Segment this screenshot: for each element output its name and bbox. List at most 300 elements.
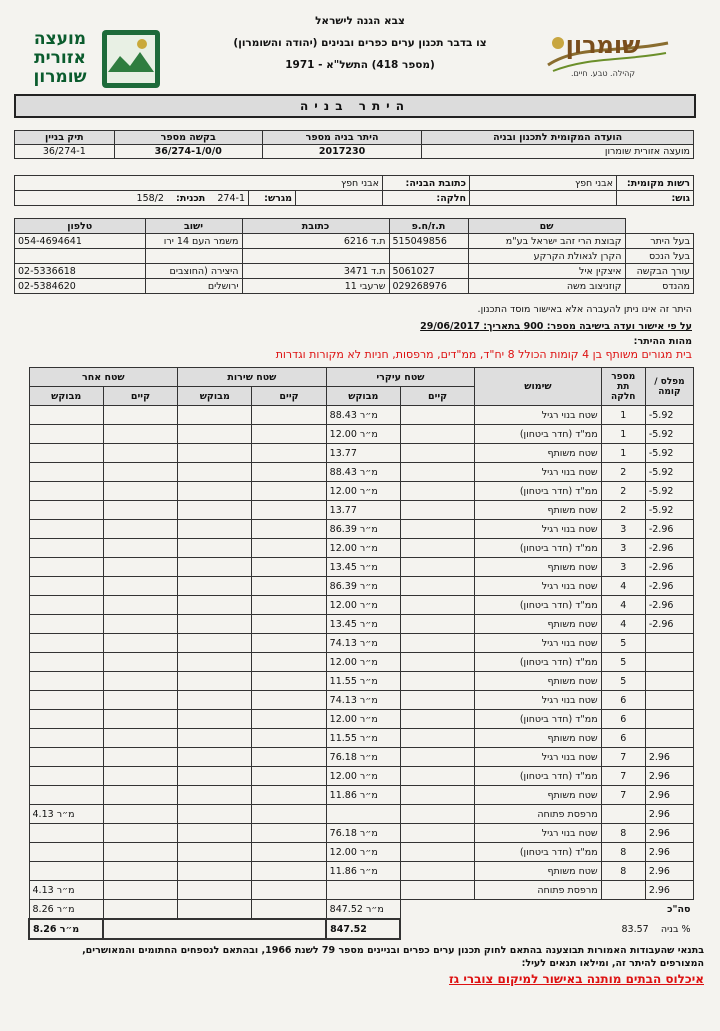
floor-cell: 2.96	[645, 805, 693, 824]
main-requested-cell: 12.00 מ״ר	[326, 653, 400, 672]
main-requested-cell: 12.00 מ״ר	[326, 596, 400, 615]
party-address: ת.ד 3471	[242, 264, 389, 279]
floor-cell: 2.96	[645, 843, 693, 862]
city-header: ישוב	[145, 219, 242, 234]
unit-cell: 3	[601, 520, 645, 539]
shomron-logo	[528, 25, 678, 85]
grand-total-row	[29, 919, 694, 939]
gas-condition: איכלוס הבתים מותנה באישור למיקום צוברי גז	[448, 972, 704, 986]
usage-cell: ממ"ד (חדר ביטחון)	[475, 425, 601, 444]
party-name: קוזניצוב משה	[468, 279, 625, 294]
other-requested-cell	[29, 653, 103, 672]
essence-text: בית מגורים משותף בן 4 קומות הכולל 8 יח"ד, ממ"דים, מרפסות, חניות לא מקורות וגדרות	[275, 348, 692, 361]
parcel-value	[296, 191, 383, 206]
areas-table	[28, 367, 694, 940]
other-requested-cell	[29, 425, 103, 444]
area-row	[29, 824, 694, 843]
service-requested-cell	[178, 767, 252, 786]
service-existing-cell	[252, 482, 326, 501]
service-existing-cell	[252, 748, 326, 767]
floor-cell: -2.96	[645, 558, 693, 577]
floor-cell: -5.92	[645, 444, 693, 463]
other-requested-cell	[29, 482, 103, 501]
party-address: שרעבי 11	[242, 279, 389, 294]
unit-cell: 7	[601, 767, 645, 786]
service-area-header: שטח שירות	[178, 368, 327, 387]
party-name: קבוצת הרי זהב ישראל בע"מ	[468, 234, 625, 249]
service-requested-cell	[178, 558, 252, 577]
main-requested-cell: 12.00 מ״ר	[326, 425, 400, 444]
service-existing-cell	[252, 729, 326, 748]
service-existing-cell	[252, 881, 326, 900]
other-existing-cell	[103, 786, 177, 805]
floor-cell	[645, 653, 693, 672]
block-label: גוש:	[617, 191, 694, 206]
service-requested-cell	[178, 786, 252, 805]
main-existing-cell	[400, 482, 474, 501]
service-requested-cell	[178, 805, 252, 824]
service-existing-cell	[252, 786, 326, 805]
main-requested-cell: 12.00 מ״ר	[326, 539, 400, 558]
area-row	[29, 881, 694, 900]
floor-cell: 2.96	[645, 824, 693, 843]
floor-cell: -2.96	[645, 596, 693, 615]
other-requested-cell	[29, 501, 103, 520]
other-existing-cell	[103, 558, 177, 577]
service-requested-cell	[178, 710, 252, 729]
floor-cell	[645, 691, 693, 710]
header	[170, 10, 550, 76]
main-existing-cell	[400, 672, 474, 691]
other-requested-cell	[29, 767, 103, 786]
party-phone	[15, 249, 146, 264]
usage-cell: שטח משותף	[475, 729, 601, 748]
area-row	[29, 786, 694, 805]
other-existing-cell	[103, 710, 177, 729]
other-requested-cell	[29, 710, 103, 729]
service-requested-cell	[178, 463, 252, 482]
party-role: עורך הבקשה	[625, 264, 694, 279]
unit-header: מספר תת חלקה	[601, 368, 645, 406]
party-address	[242, 249, 389, 264]
service-requested-cell	[178, 444, 252, 463]
other-requested-cell	[29, 463, 103, 482]
other-requested-cell	[29, 691, 103, 710]
main-requested-cell: 11.55 מ״ר	[326, 672, 400, 691]
essence-label: מהות ההיתר:	[633, 336, 692, 347]
area-row	[29, 482, 694, 501]
conditions-line-2: המצורפים להיתר זה, ומילאו תנאים לעיל:	[521, 958, 704, 969]
usage-cell: מרפסת פתוחה	[475, 881, 601, 900]
service-existing-cell	[252, 672, 326, 691]
main-requested-cell: 86.39 מ״ר	[326, 520, 400, 539]
main-requested-cell: 74.13 מ״ר	[326, 634, 400, 653]
other-existing-cell	[103, 463, 177, 482]
usage-header: שימוש	[475, 368, 601, 406]
service-existing-cell	[252, 710, 326, 729]
service-existing-cell	[252, 596, 326, 615]
location-table	[14, 175, 694, 206]
other-existing-cell	[103, 501, 177, 520]
unit-cell: 2	[601, 463, 645, 482]
main-existing-cell	[400, 615, 474, 634]
area-row	[29, 577, 694, 596]
unit-cell: 6	[601, 691, 645, 710]
shomron-logo-text: שומרון	[565, 31, 641, 59]
party-city: משמר העם 14 ירו	[145, 234, 242, 249]
other-requested-cell	[29, 558, 103, 577]
other-requested-cell: 4.13 מ״ר	[29, 805, 103, 824]
main-area-header: שטח עיקרי	[326, 368, 475, 387]
usage-cell: ממ"ד (חדר ביטחון)	[475, 767, 601, 786]
party-name: הקרן לגאולת הקרקע	[468, 249, 625, 264]
floor-cell: 2.96	[645, 767, 693, 786]
party-id: 5061027	[389, 264, 468, 279]
party-role: מהנדס	[625, 279, 694, 294]
building-file-value: 36/274-1	[15, 145, 115, 159]
main-requested-cell: 74.13 מ״ר	[326, 691, 400, 710]
other-requested-cell	[29, 672, 103, 691]
other-requested-cell	[29, 444, 103, 463]
area-row	[29, 463, 694, 482]
grand-other-area: 8.26 מ״ר	[29, 919, 103, 939]
council-emblem	[100, 28, 162, 90]
unit-cell: 5	[601, 634, 645, 653]
party-id	[389, 249, 468, 264]
party-role: בעל הנכס	[625, 249, 694, 264]
usage-cell: שטח בנוי רגיל	[475, 577, 601, 596]
usage-cell: שטח בנוי רגיל	[475, 748, 601, 767]
area-row	[29, 653, 694, 672]
floor-cell: 2.96	[645, 786, 693, 805]
permit-info-table	[14, 130, 694, 159]
main-existing-cell	[400, 691, 474, 710]
area-row	[29, 748, 694, 767]
plan-label: תכנית:	[176, 192, 206, 204]
unit-cell: 4	[601, 615, 645, 634]
party-row	[15, 249, 694, 264]
other-existing-cell	[103, 843, 177, 862]
other-existing-cell	[103, 805, 177, 824]
usage-cell: שטח משותף	[475, 501, 601, 520]
service-existing-cell	[252, 577, 326, 596]
usage-cell: שטח משותף	[475, 786, 601, 805]
party-name: איצקין איל	[468, 264, 625, 279]
usage-cell: שטח משותף	[475, 558, 601, 577]
service-existing-cell	[252, 520, 326, 539]
other-existing-cell	[103, 672, 177, 691]
service-requested-header: מבוקש	[178, 387, 252, 406]
other-requested-cell	[29, 615, 103, 634]
service-existing-cell	[252, 425, 326, 444]
header-line-3: (מספר 418) התשל"א - 1971	[285, 59, 435, 71]
main-requested-cell: 12.00 מ״ר	[326, 767, 400, 786]
main-requested-cell: 12.00 מ״ר	[326, 710, 400, 729]
service-requested-cell	[178, 615, 252, 634]
other-requested-cell	[29, 862, 103, 881]
service-requested-cell	[178, 843, 252, 862]
other-requested-cell	[29, 634, 103, 653]
usage-cell: ממ"ד (חדר ביטחון)	[475, 710, 601, 729]
shomron-logo-tagline: קהילה. טבע. חיים.	[570, 69, 636, 78]
main-existing-cell	[400, 577, 474, 596]
address-header: כתובת	[242, 219, 389, 234]
main-requested-cell	[326, 805, 400, 824]
area-row	[29, 634, 694, 653]
service-requested-cell	[178, 520, 252, 539]
service-existing-cell	[252, 444, 326, 463]
main-existing-cell	[400, 463, 474, 482]
usage-cell: שטח בנוי רגיל	[475, 463, 601, 482]
main-existing-header: קיים	[400, 387, 474, 406]
service-existing-cell	[252, 824, 326, 843]
main-requested-cell: 86.39 מ״ר	[326, 577, 400, 596]
role-header-spacer	[625, 219, 694, 234]
unit-cell: 4	[601, 596, 645, 615]
other-existing-cell	[103, 862, 177, 881]
service-existing-cell	[252, 653, 326, 672]
service-existing-cell	[252, 691, 326, 710]
unit-cell: 7	[601, 786, 645, 805]
main-existing-cell	[400, 634, 474, 653]
service-requested-cell	[178, 596, 252, 615]
other-requested-cell	[29, 577, 103, 596]
main-existing-cell	[400, 862, 474, 881]
other-existing-cell	[103, 881, 177, 900]
unit-cell	[601, 805, 645, 824]
unit-cell: 3	[601, 558, 645, 577]
committee-value: מועצה אזורית שומרון	[422, 145, 694, 159]
other-existing-cell	[103, 824, 177, 843]
service-requested-cell	[178, 824, 252, 843]
main-existing-cell	[400, 444, 474, 463]
main-requested-cell: 11.86 מ״ר	[326, 786, 400, 805]
floor-header: מפלס / קומה	[645, 368, 693, 406]
other-existing-cell	[103, 520, 177, 539]
other-requested-cell	[29, 406, 103, 425]
usage-cell: שטח בנוי רגיל	[475, 824, 601, 843]
main-requested-cell: 13.77	[326, 501, 400, 520]
parties-table	[14, 218, 694, 294]
usage-cell: ממ"ד (חדר ביטחון)	[475, 843, 601, 862]
main-existing-cell	[400, 520, 474, 539]
floor-cell: -5.92	[645, 501, 693, 520]
other-requested-cell	[29, 520, 103, 539]
service-requested-cell	[178, 881, 252, 900]
unit-cell: 8	[601, 824, 645, 843]
header-line-1: צבא הגנה לישראל	[315, 15, 405, 27]
usage-cell: שטח בנוי רגיל	[475, 691, 601, 710]
total-other-area: 8.26 מ״ר	[29, 900, 103, 920]
approval-note: על פי אישור ועדה בישיבה מספר: 900 בתאריך: 29/06/2017	[420, 321, 692, 332]
usage-cell: שטח משותף	[475, 862, 601, 881]
floor-cell: -5.92	[645, 482, 693, 501]
main-existing-cell	[400, 406, 474, 425]
percent-value: 83.57	[621, 923, 649, 935]
service-existing-cell	[252, 767, 326, 786]
other-requested-header: מבוקש	[29, 387, 103, 406]
party-phone: 02-5336618	[15, 264, 146, 279]
area-row	[29, 558, 694, 577]
usage-cell: שטח בנוי רגיל	[475, 634, 601, 653]
main-existing-cell	[400, 729, 474, 748]
floor-cell: -2.96	[645, 615, 693, 634]
floor-cell: 2.96	[645, 748, 693, 767]
floor-cell: -2.96	[645, 539, 693, 558]
service-existing-cell	[252, 558, 326, 577]
unit-cell: 2	[601, 501, 645, 520]
lot-number: 274-1	[217, 192, 245, 204]
other-existing-cell	[103, 577, 177, 596]
header-line-2: צו בדבר תכנון ערים כפרים ובנינים (יהודה והשומרון)	[233, 37, 487, 49]
usage-cell: שטח בנוי רגיל	[475, 406, 601, 425]
floor-cell: 2.96	[645, 862, 693, 881]
service-requested-cell	[178, 729, 252, 748]
usage-cell: שטח משותף	[475, 615, 601, 634]
unit-cell	[601, 881, 645, 900]
floor-cell: -2.96	[645, 520, 693, 539]
area-row	[29, 596, 694, 615]
party-city	[145, 249, 242, 264]
other-requested-cell	[29, 596, 103, 615]
other-existing-cell	[103, 634, 177, 653]
floor-cell: -2.96	[645, 577, 693, 596]
service-existing-cell	[252, 862, 326, 881]
area-row	[29, 843, 694, 862]
party-row	[15, 234, 694, 249]
party-id: 515049856	[389, 234, 468, 249]
main-existing-cell	[400, 539, 474, 558]
council-name: מועצה אזורית שומרון	[33, 29, 87, 87]
unit-cell: 4	[601, 577, 645, 596]
address-value: אבני חפץ	[15, 176, 383, 191]
unit-cell: 6	[601, 710, 645, 729]
main-requested-cell: 11.55 מ״ר	[326, 729, 400, 748]
main-existing-cell	[400, 843, 474, 862]
usage-cell: שטח משותף	[475, 672, 601, 691]
main-existing-cell	[400, 558, 474, 577]
unit-cell: 5	[601, 653, 645, 672]
area-row	[29, 805, 694, 824]
service-requested-cell	[178, 577, 252, 596]
other-requested-cell	[29, 843, 103, 862]
unit-cell: 6	[601, 729, 645, 748]
request-number-header: בקשה מספר	[114, 131, 262, 145]
area-row	[29, 520, 694, 539]
service-existing-cell	[252, 501, 326, 520]
area-row	[29, 539, 694, 558]
service-existing-cell	[252, 843, 326, 862]
request-number-value: 36/274-1/0/0	[114, 145, 262, 159]
grand-main-area: 847.52	[326, 919, 400, 939]
main-existing-cell	[400, 767, 474, 786]
area-row	[29, 444, 694, 463]
percent-label: % בניה	[660, 923, 691, 935]
unit-cell: 8	[601, 862, 645, 881]
main-existing-cell	[400, 653, 474, 672]
service-existing-cell	[252, 539, 326, 558]
usage-cell: ממ"ד (חדר ביטחון)	[475, 482, 601, 501]
party-row	[15, 279, 694, 294]
main-requested-cell: 88.43 מ״ר	[326, 463, 400, 482]
other-existing-header: קיים	[103, 387, 177, 406]
authority-label: רשות מקומית:	[617, 176, 694, 191]
total-main-area: 847.52 מ״ר	[326, 900, 400, 920]
total-row	[29, 900, 694, 920]
other-existing-cell	[103, 425, 177, 444]
other-requested-cell	[29, 786, 103, 805]
unit-cell: 2	[601, 482, 645, 501]
usage-cell: מרפסת פתוחה	[475, 805, 601, 824]
service-requested-cell	[178, 539, 252, 558]
usage-cell: שטח בנוי רגיל	[475, 520, 601, 539]
main-existing-cell	[400, 596, 474, 615]
service-requested-cell	[178, 634, 252, 653]
page-title: היתר בניה	[14, 94, 696, 118]
service-requested-cell	[178, 425, 252, 444]
main-existing-cell	[400, 881, 474, 900]
floor-cell: -5.92	[645, 463, 693, 482]
usage-cell: ממ"ד (חדר ביטחון)	[475, 596, 601, 615]
service-requested-cell	[178, 862, 252, 881]
floor-cell: 2.96	[645, 881, 693, 900]
other-existing-cell	[103, 406, 177, 425]
area-row	[29, 425, 694, 444]
party-role: בעל היתר	[625, 234, 694, 249]
usage-cell: שטח משותף	[475, 444, 601, 463]
main-existing-cell	[400, 824, 474, 843]
plan-value: 158/2	[136, 192, 164, 204]
other-requested-cell	[29, 824, 103, 843]
unit-cell: 7	[601, 748, 645, 767]
main-existing-cell	[400, 786, 474, 805]
service-requested-cell	[178, 672, 252, 691]
service-requested-cell	[178, 653, 252, 672]
permit-number-header: היתר בניה מספר	[262, 131, 421, 145]
conditions-line-1: בתנאי שהעבודות האמורות תבוצענה בהתאם לחוק תכנון ערים כפרים ובניינים מספר 79 לשנת 1966, ובהתאם לנספחים החתומים והמאושרים,	[82, 945, 704, 956]
party-city: היצירה (החוצבים	[145, 264, 242, 279]
floor-cell	[645, 672, 693, 691]
parcel-label: חלקה:	[383, 191, 470, 206]
main-requested-cell: 12.00 מ״ר	[326, 482, 400, 501]
unit-cell: 8	[601, 843, 645, 862]
block-value	[470, 191, 617, 206]
unit-cell: 3	[601, 539, 645, 558]
area-row	[29, 615, 694, 634]
party-row	[15, 264, 694, 279]
authority-value: אבני חפץ	[470, 176, 617, 191]
other-existing-cell	[103, 539, 177, 558]
usage-cell: ממ"ד (חדר ביטחון)	[475, 539, 601, 558]
floor-cell	[645, 729, 693, 748]
service-existing-cell	[252, 463, 326, 482]
main-requested-cell: 13.77	[326, 444, 400, 463]
other-existing-cell	[103, 444, 177, 463]
main-existing-cell	[400, 710, 474, 729]
area-row	[29, 501, 694, 520]
id-header: ת.ז/ח.פ	[389, 219, 468, 234]
unit-cell: 1	[601, 425, 645, 444]
main-requested-cell: 13.45 מ״ר	[326, 615, 400, 634]
address-label: כתובת הבניה:	[383, 176, 470, 191]
main-requested-cell: 76.18 מ״ר	[326, 824, 400, 843]
other-requested-cell: 4.13 מ״ר	[29, 881, 103, 900]
other-area-header: שטח אחר	[29, 368, 178, 387]
unit-cell: 5	[601, 672, 645, 691]
main-requested-cell: 11.86 מ״ר	[326, 862, 400, 881]
service-requested-cell	[178, 406, 252, 425]
other-existing-cell	[103, 748, 177, 767]
